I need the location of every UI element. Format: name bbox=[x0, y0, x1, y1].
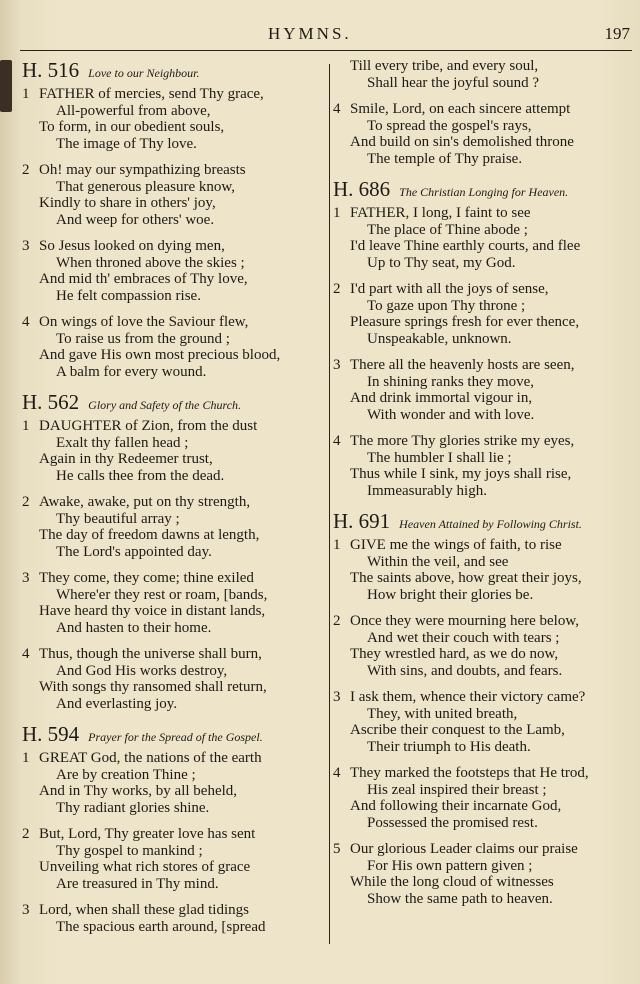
verse-line bbox=[333, 205, 635, 222]
binding-shadow bbox=[0, 60, 12, 112]
verse-number: 1 bbox=[333, 205, 341, 221]
running-title: HYMNS. bbox=[268, 24, 352, 43]
verse bbox=[22, 418, 322, 484]
verse-line bbox=[333, 798, 635, 815]
verse-line-text: But, Lord, Thy greater love has sent bbox=[39, 826, 256, 842]
verse-line bbox=[22, 288, 322, 305]
verse-line bbox=[333, 663, 635, 680]
verse-line-text: His zeal inspired their breast ; bbox=[367, 781, 547, 798]
verse-line-text: Thus while I sink, my joys shall rise, bbox=[350, 466, 572, 482]
verse-line-text: Have heard thy voice in distant lands, bbox=[39, 603, 266, 619]
verse-line bbox=[22, 603, 322, 620]
verse-line-text: Show the same path to heaven. bbox=[367, 890, 553, 907]
verse-line-text: I ask them, whence their victory came? bbox=[350, 689, 586, 705]
verse-number: 3 bbox=[22, 238, 30, 254]
hymn-number: H. 516 bbox=[22, 58, 80, 82]
verse bbox=[333, 101, 635, 167]
verse-line-text: They, with united breath, bbox=[367, 705, 518, 722]
verse-line bbox=[22, 570, 322, 587]
verse-line bbox=[333, 554, 635, 571]
verse-line-text: And mid th' embraces of Thy love, bbox=[39, 271, 248, 287]
hymn-heading bbox=[333, 177, 635, 203]
verse-line bbox=[333, 466, 635, 483]
verse-number: 2 bbox=[333, 613, 341, 629]
hymn-heading bbox=[22, 722, 322, 748]
verse bbox=[22, 570, 322, 636]
verse-line bbox=[333, 706, 635, 723]
hymn bbox=[333, 177, 635, 499]
verse-line-text: Unspeakable, unknown. bbox=[367, 330, 512, 347]
verse-line-text: They come, they come; thine exiled bbox=[39, 570, 254, 586]
verse-line-text: They wrestled hard, as we do now, bbox=[350, 646, 559, 662]
verse-line-text: The spacious earth around, [spread bbox=[56, 918, 266, 935]
verse bbox=[22, 314, 322, 380]
verse-line bbox=[22, 255, 322, 272]
verse-line-text: With wonder and with love. bbox=[367, 406, 535, 423]
verse bbox=[22, 162, 322, 228]
verse-line bbox=[333, 630, 635, 647]
verse-line-text: The day of freedom dawns at length, bbox=[39, 527, 260, 543]
verse-line-text: Our glorious Leader claims our praise bbox=[350, 841, 578, 857]
verse-line-text: The humbler I shall lie ; bbox=[367, 449, 512, 466]
verse-line-text: Thy beautiful array ; bbox=[56, 510, 180, 527]
verse bbox=[22, 646, 322, 712]
verse bbox=[22, 86, 322, 152]
verse-number: 4 bbox=[333, 765, 341, 781]
verse-line-text: With sins, and doubts, and fears. bbox=[367, 662, 563, 679]
verse-line-text: Ascribe their conquest to the Lamb, bbox=[350, 722, 565, 738]
verse-line bbox=[333, 314, 635, 331]
hymn-title: Love to our Neighbour. bbox=[88, 66, 200, 80]
verse-line bbox=[22, 162, 322, 179]
verse-line bbox=[22, 347, 322, 364]
verse-line bbox=[22, 750, 322, 767]
verse-line-text: Awake, awake, put on thy strength, bbox=[39, 494, 251, 510]
hymn-heading bbox=[333, 509, 635, 535]
verse-number: 4 bbox=[22, 314, 30, 330]
verse-line bbox=[22, 679, 322, 696]
verse-line-text: Are by creation Thine ; bbox=[56, 766, 196, 783]
verse-line-text: GIVE me the wings of faith, to rise bbox=[350, 537, 562, 553]
verse-line bbox=[333, 782, 635, 799]
hymn-title: The Christian Longing for Heaven. bbox=[399, 185, 569, 199]
verse-line bbox=[22, 451, 322, 468]
verse-line bbox=[22, 876, 322, 893]
verse-line-text: The more Thy glories strike my eyes, bbox=[350, 433, 575, 449]
verse-line bbox=[333, 689, 635, 706]
verse-line-text: Pleasure springs fresh for ever thence, bbox=[350, 314, 580, 330]
verse-line-text: And God His works destroy, bbox=[56, 662, 228, 679]
hymn bbox=[22, 58, 322, 380]
verse-line-text: When throned above the skies ; bbox=[56, 254, 245, 271]
verse-line-text: Up to Thy seat, my God. bbox=[367, 254, 516, 271]
verse-line-text: FATHER, I long, I faint to see bbox=[350, 205, 531, 221]
page-header bbox=[0, 22, 640, 50]
verse-line-text: To raise us from the ground ; bbox=[56, 330, 230, 347]
verse-line-text: Thus, though the universe shall burn, bbox=[39, 646, 262, 662]
verse-line-text: Possessed the promised rest. bbox=[367, 814, 538, 831]
verse-line bbox=[22, 767, 322, 784]
verse-line bbox=[22, 238, 322, 255]
verse-number: 3 bbox=[22, 902, 30, 918]
verse bbox=[22, 750, 322, 816]
verse-line-text: Where'er they rest or roam, [bands, bbox=[56, 586, 268, 603]
verse-line bbox=[333, 357, 635, 374]
verse-line bbox=[22, 663, 322, 680]
hymn-number: H. 686 bbox=[333, 177, 391, 201]
verse-line-text: And build on sin's demolished throne bbox=[350, 134, 574, 150]
verse-line-text: To gaze upon Thy throne ; bbox=[367, 297, 526, 314]
verse-line bbox=[333, 118, 635, 135]
hymn-title: Prayer for the Spread of the Gospel. bbox=[88, 730, 263, 744]
verse-line-text: They marked the footsteps that He trod, bbox=[350, 765, 589, 781]
hymn bbox=[22, 722, 322, 935]
verse-line bbox=[22, 859, 322, 876]
verse-line bbox=[333, 151, 635, 168]
hymn-title: Heaven Attained by Following Christ. bbox=[399, 517, 582, 531]
verse-line-text: Within the veil, and see bbox=[367, 553, 509, 570]
verse-line-text: And wet their couch with tears ; bbox=[367, 629, 560, 646]
verse-line-text: Are treasured in Thy mind. bbox=[56, 875, 219, 892]
verse-line bbox=[333, 407, 635, 424]
verse-line bbox=[22, 119, 322, 136]
verse-line-text: Unveiling what rich stores of grace bbox=[39, 859, 251, 875]
verse-line-text: How bright their glories be. bbox=[367, 586, 534, 603]
verse-line-text: To spread the gospel's rays, bbox=[367, 117, 532, 134]
verse-line-text: With songs thy ransomed shall return, bbox=[39, 679, 267, 695]
page-number: 197 bbox=[604, 24, 630, 43]
verse-line-text: All-powerful from above, bbox=[56, 102, 211, 119]
verse-line-text: And in Thy works, by all beheld, bbox=[39, 783, 238, 799]
verse-line bbox=[333, 587, 635, 604]
verse bbox=[333, 433, 635, 499]
verse-line bbox=[22, 843, 322, 860]
verse-line-text: Again in thy Redeemer trust, bbox=[39, 451, 213, 467]
verse-number: 5 bbox=[333, 841, 341, 857]
verse-line bbox=[22, 418, 322, 435]
verse-line-text: And following their incarnate God, bbox=[350, 798, 562, 814]
verse-line-text: DAUGHTER of Zion, from the dust bbox=[39, 418, 258, 434]
verse-line bbox=[22, 494, 322, 511]
verse bbox=[22, 826, 322, 892]
verse-line-text: Once they were mourning here below, bbox=[350, 613, 579, 629]
header-rule bbox=[20, 50, 632, 51]
verse-line bbox=[333, 613, 635, 630]
verse-line bbox=[333, 570, 635, 587]
verse-line bbox=[333, 238, 635, 255]
verse-line bbox=[22, 86, 322, 103]
verse-number: 1 bbox=[333, 537, 341, 553]
verse-line-text: Smile, Lord, on each sincere attempt bbox=[350, 101, 571, 117]
verse-number: 1 bbox=[22, 418, 30, 434]
verse-line-text: And everlasting joy. bbox=[56, 695, 178, 712]
verse-line bbox=[22, 468, 322, 485]
verse-number: 3 bbox=[333, 357, 341, 373]
verse bbox=[333, 58, 635, 91]
verse-line-text: Thy radiant glories shine. bbox=[56, 799, 210, 816]
verse-line bbox=[333, 390, 635, 407]
verse-line bbox=[333, 134, 635, 151]
verse-line bbox=[333, 58, 635, 75]
verse-line bbox=[333, 450, 635, 467]
verse bbox=[333, 281, 635, 347]
verse-line bbox=[22, 179, 322, 196]
verse-line bbox=[22, 826, 322, 843]
verse-line bbox=[333, 281, 635, 298]
verse-line bbox=[333, 255, 635, 272]
verse-line-text: I'd part with all the joys of sense, bbox=[350, 281, 549, 297]
verse-line-text: On wings of love the Saviour flew, bbox=[39, 314, 249, 330]
column-divider bbox=[329, 64, 330, 944]
verse bbox=[22, 494, 322, 560]
verse-line bbox=[22, 136, 322, 153]
verse-line bbox=[22, 314, 322, 331]
verse-line bbox=[22, 646, 322, 663]
verse-line-text: The Lord's appointed day. bbox=[56, 543, 212, 560]
verse-number: 2 bbox=[22, 162, 30, 178]
verse-line bbox=[333, 858, 635, 875]
verse-line-text: Thy gospel to mankind ; bbox=[56, 842, 203, 859]
verse-line bbox=[333, 483, 635, 500]
verse-line bbox=[333, 374, 635, 391]
hymn-number: H. 562 bbox=[22, 390, 80, 414]
verse-line-text: The place of Thine abode ; bbox=[367, 221, 528, 238]
verse-line-text: Shall hear the joyful sound ? bbox=[367, 74, 540, 91]
verse-line-text: While the long cloud of witnesses bbox=[350, 874, 554, 890]
verse-line-text: I'd leave Thine earthly courts, and flee bbox=[350, 238, 581, 254]
verse-line-text: He felt compassion rise. bbox=[56, 287, 201, 304]
verse-number: 3 bbox=[333, 689, 341, 705]
verse-line-text: That generous pleasure know, bbox=[56, 178, 235, 195]
verse-line-text: Oh! may our sympathizing breasts bbox=[39, 162, 246, 178]
verse bbox=[333, 689, 635, 755]
verse-line bbox=[22, 587, 322, 604]
left-column bbox=[22, 58, 322, 945]
verse-number: 2 bbox=[22, 494, 30, 510]
verse bbox=[22, 902, 322, 935]
verse-line bbox=[22, 511, 322, 528]
verse-line-text: Exalt thy fallen head ; bbox=[56, 434, 189, 451]
hymn-number: H. 594 bbox=[22, 722, 80, 746]
hymn-heading bbox=[22, 390, 322, 416]
verse-line bbox=[22, 620, 322, 637]
hymn bbox=[22, 390, 322, 712]
verse-line-text: There all the heavenly hosts are seen, bbox=[350, 357, 575, 373]
verse-line-text: Lord, when shall these glad tidings bbox=[39, 902, 249, 918]
verse-line bbox=[22, 696, 322, 713]
verse-line-text: For His own pattern given ; bbox=[367, 857, 533, 874]
verse-line bbox=[22, 544, 322, 561]
verse-line bbox=[333, 101, 635, 118]
verse-line-text: Till every tribe, and every soul, bbox=[350, 58, 539, 74]
hymn-heading bbox=[22, 58, 322, 84]
verse-number: 4 bbox=[22, 646, 30, 662]
hymn bbox=[333, 509, 635, 907]
verse-line bbox=[333, 331, 635, 348]
verse-line bbox=[22, 783, 322, 800]
verse-line bbox=[22, 435, 322, 452]
verse bbox=[333, 613, 635, 679]
verse-number: 1 bbox=[22, 86, 30, 102]
verse-line-text: In shining ranks they move, bbox=[367, 373, 535, 390]
verse-line bbox=[333, 891, 635, 908]
verse-line bbox=[22, 902, 322, 919]
verse-line bbox=[333, 537, 635, 554]
verse-line bbox=[22, 212, 322, 229]
verse-line-text: And gave His own most precious blood, bbox=[39, 347, 281, 363]
verse-line bbox=[333, 75, 635, 92]
verse-line-text: The temple of Thy praise. bbox=[367, 150, 523, 167]
verse-line bbox=[22, 800, 322, 817]
verse-line bbox=[333, 646, 635, 663]
verse-line-text: A balm for every wound. bbox=[56, 363, 207, 380]
verse-line-text: He calls thee from the dead. bbox=[56, 467, 225, 484]
verse-line bbox=[333, 298, 635, 315]
verse bbox=[333, 765, 635, 831]
verse-line bbox=[22, 195, 322, 212]
verse-number: 2 bbox=[22, 826, 30, 842]
verse-number: 2 bbox=[333, 281, 341, 297]
hymn-number: H. 691 bbox=[333, 509, 391, 533]
hymn-title: Glory and Safety of the Church. bbox=[88, 398, 242, 412]
verse-number: 4 bbox=[333, 433, 341, 449]
verse-line-text: And weep for others' woe. bbox=[56, 211, 215, 228]
verse-line bbox=[22, 527, 322, 544]
verse-line-text: GREAT God, the nations of the earth bbox=[39, 750, 262, 766]
verse-line bbox=[22, 919, 322, 936]
verse-line-text: The saints above, how great their joys, bbox=[350, 570, 582, 586]
right-column bbox=[333, 58, 635, 917]
verse-line-text: Their triumph to His death. bbox=[367, 738, 531, 755]
verse-line-text: FATHER of mercies, send Thy grace, bbox=[39, 86, 264, 102]
verse-line bbox=[22, 271, 322, 288]
verse-line bbox=[22, 103, 322, 120]
verse-line-text: To form, in our obedient souls, bbox=[39, 119, 225, 135]
verse bbox=[333, 205, 635, 271]
verse-line-text: Immeasurably high. bbox=[367, 482, 487, 499]
verse-line bbox=[333, 222, 635, 239]
verse-line bbox=[22, 331, 322, 348]
verse bbox=[22, 238, 322, 304]
verse-number: 3 bbox=[22, 570, 30, 586]
verse-number: 4 bbox=[333, 101, 341, 117]
verse bbox=[333, 841, 635, 907]
verse-line bbox=[333, 433, 635, 450]
verse-line-text: And hasten to their home. bbox=[56, 619, 212, 636]
verse-line bbox=[333, 722, 635, 739]
verse bbox=[333, 537, 635, 603]
verse-line-text: The image of Thy love. bbox=[56, 135, 197, 152]
hymn bbox=[333, 58, 635, 167]
verse-line-text: Kindly to share in others' joy, bbox=[39, 195, 216, 211]
verse-line bbox=[22, 364, 322, 381]
verse-number: 1 bbox=[22, 750, 30, 766]
verse-line bbox=[333, 765, 635, 782]
verse-line bbox=[333, 739, 635, 756]
verse-line bbox=[333, 841, 635, 858]
verse-line bbox=[333, 815, 635, 832]
verse-line bbox=[333, 874, 635, 891]
verse-line-text: And drink immortal vigour in, bbox=[350, 390, 533, 406]
verse-line-text: So Jesus looked on dying men, bbox=[39, 238, 225, 254]
verse bbox=[333, 357, 635, 423]
